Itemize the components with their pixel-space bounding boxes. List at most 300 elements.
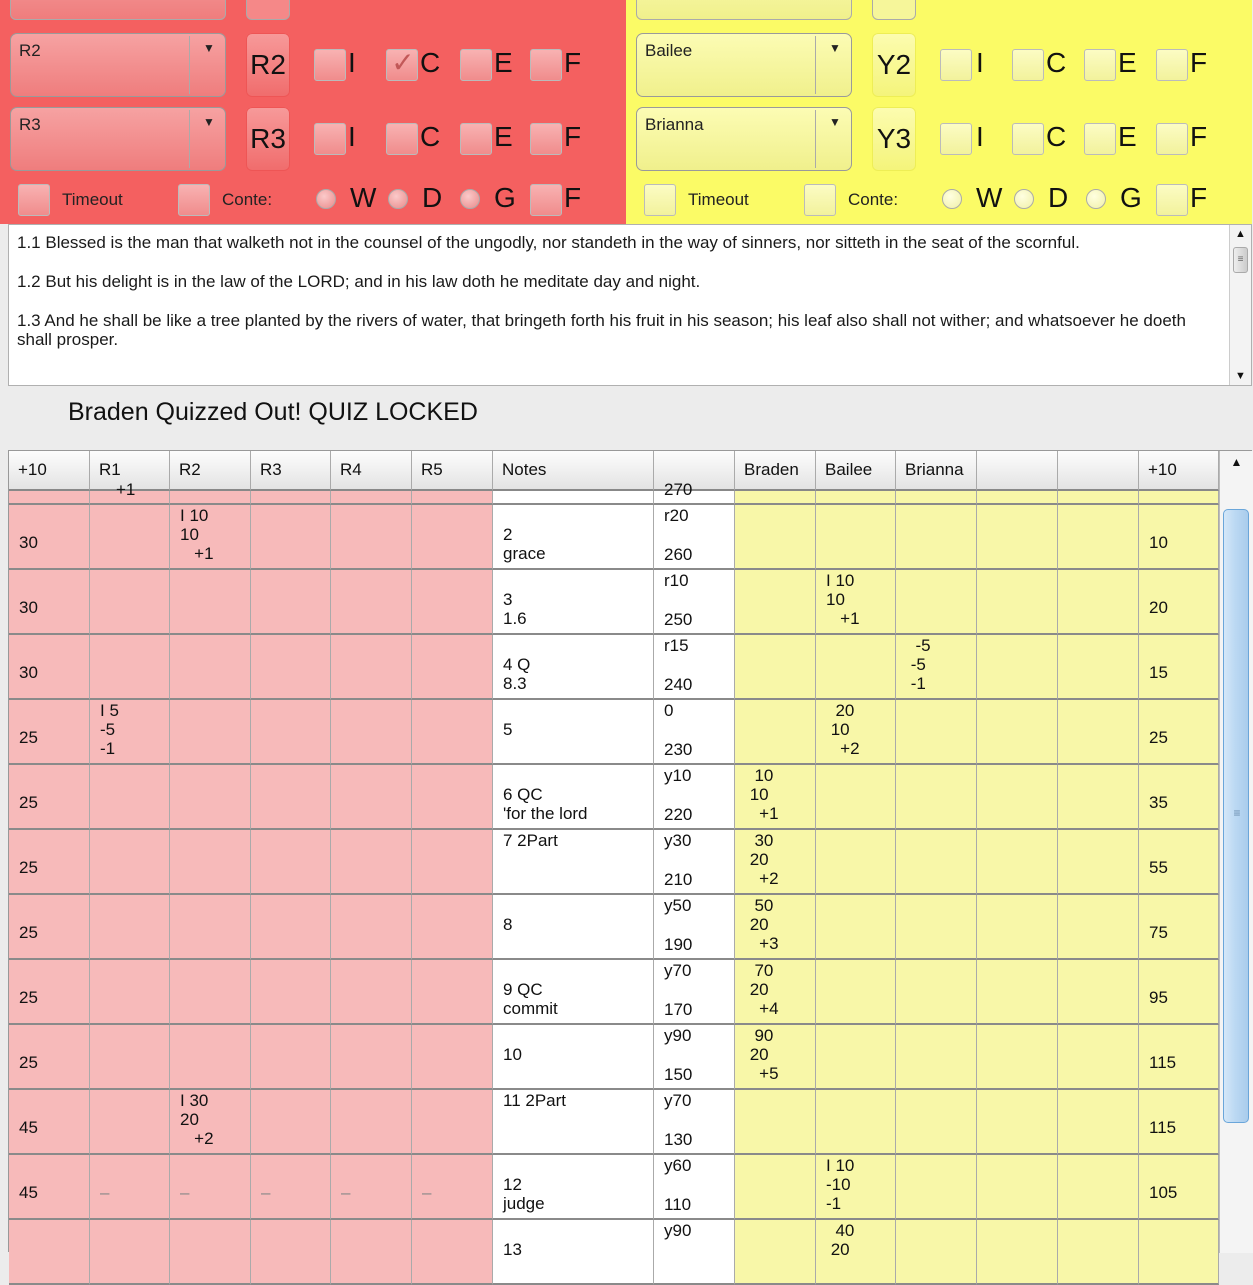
cell-red-total[interactable] [9,960,90,1025]
cell-notes[interactable] [493,570,654,635]
cell-score[interactable] [654,895,735,960]
note-line: 8.3 [503,674,527,693]
cell-red-total[interactable] [9,635,90,700]
y2-quizzer-select[interactable] [636,33,852,97]
chevron-down-icon[interactable]: ▼ [829,115,841,129]
cell-score[interactable] [654,1220,735,1285]
note-line: 13 [503,1239,522,1259]
column-header-r3[interactable]: R3 [251,451,331,491]
scroll-up-icon[interactable]: ▲ [1235,228,1246,240]
r3-foul-checkbox[interactable] [530,123,562,155]
partial-cell-r4[interactable] [331,491,412,505]
running-score [654,1260,664,1280]
cell-r5[interactable] [412,765,493,830]
red-total-value: 25 [19,988,38,1007]
cell-score[interactable] [654,765,735,830]
partial-cell-yellow-total[interactable] [1139,491,1219,505]
partial-cell-notes[interactable] [493,491,654,505]
column-header-y5[interactable] [1058,451,1139,491]
cell-bailee[interactable] [816,830,896,895]
yellow-win-radio[interactable] [942,189,962,209]
cell-y5[interactable] [1058,1025,1139,1090]
cell-bailee[interactable] [816,505,896,570]
note-line [493,635,653,655]
cell-notes[interactable] [493,1155,654,1220]
score-change: y90 [664,1026,692,1045]
cell-r4[interactable] [331,635,412,700]
cell-score[interactable] [654,830,735,895]
cell-r5[interactable] [412,960,493,1025]
column-header-r5[interactable]: R5 [412,451,493,491]
cell-r4[interactable] [331,570,412,635]
cell-brianna[interactable] [896,1155,977,1220]
cell-brianna[interactable] [896,505,977,570]
cell-braden[interactable] [735,635,816,700]
cell-r4[interactable] [331,830,412,895]
cell-r3[interactable] [251,700,331,765]
r2-quizzer-select[interactable] [10,33,226,97]
red-team-panel [0,0,626,224]
cell-brianna[interactable] [896,1220,977,1285]
cell-yellow-total[interactable] [1139,505,1219,570]
score-detail-line [170,895,250,915]
cell-r1[interactable] [90,1220,170,1285]
note-line [493,765,653,785]
cell-r2[interactable] [170,505,251,570]
cell-r2[interactable] [170,1220,251,1285]
cell-r3[interactable] [251,895,331,960]
cell-red-total[interactable] [9,895,90,960]
cell-red-total[interactable] [9,765,90,830]
cell-braden[interactable] [735,1090,816,1155]
cell-braden[interactable] [735,570,816,635]
y3-foul-checkbox[interactable] [1156,123,1188,155]
partial-cell-braden[interactable] [735,491,816,505]
cell-y4[interactable] [977,505,1058,570]
chevron-down-icon[interactable]: ▼ [203,41,215,55]
cell-score[interactable] [654,960,735,1025]
cell-yellow-total[interactable] [1139,1090,1219,1155]
cell-r1[interactable] [90,1090,170,1155]
y3-error-checkbox[interactable] [1084,123,1116,155]
r3-error-checkbox[interactable] [460,123,492,155]
cell-r4[interactable] [331,960,412,1025]
cell-yellow-total[interactable] [1139,960,1219,1025]
scroll-down-icon[interactable]: ▼ [1235,370,1246,382]
cell-score[interactable] [654,1025,735,1090]
cell-brianna[interactable] [896,1090,977,1155]
cell-notes[interactable] [493,1090,654,1155]
cell-y5[interactable] [1058,1090,1139,1155]
r3-interrupt-checkbox[interactable] [314,123,346,155]
column-header-yellow-total[interactable]: +10 [1139,451,1219,491]
cell-red-total[interactable] [9,1025,90,1090]
cell-red-total[interactable] [9,1155,90,1220]
cell-notes[interactable] [493,1220,654,1285]
yellow-total-value: 15 [1149,663,1168,682]
cell-bailee[interactable] [816,960,896,1025]
partial-cell-brianna[interactable] [896,491,977,505]
note-line [493,570,653,590]
cell-y4[interactable] [977,700,1058,765]
cell-r3[interactable] [251,1155,331,1220]
cell-y5[interactable] [1058,765,1139,830]
running-score: 240 [664,675,693,694]
cell-bailee[interactable] [816,895,896,960]
r2-correct-checkbox[interactable] [386,49,418,81]
cell-yellow-total[interactable] [1139,895,1219,960]
cell-r3[interactable] [251,570,331,635]
cell-r3[interactable] [251,505,331,570]
cell-r5[interactable] [412,505,493,570]
cell-yellow-total[interactable] [1139,1220,1219,1285]
cell-bailee[interactable] [816,1090,896,1155]
r1-seat-button-stub[interactable] [246,0,290,20]
cell-r5[interactable] [412,1025,493,1090]
partial-cell-r1[interactable] [90,480,170,505]
cell-r3[interactable] [251,635,331,700]
r3-correct-checkbox[interactable] [386,123,418,155]
cell-r1[interactable] [90,570,170,635]
red-team-foul-checkbox[interactable] [530,184,562,216]
cell-r1[interactable] [90,1155,170,1220]
cell-r4[interactable] [331,1220,412,1285]
y1-combo-stub[interactable] [636,0,852,20]
column-header-r1[interactable]: R1 [90,451,170,491]
yellow-team-controls [626,180,1252,220]
cell-bailee[interactable] [816,635,896,700]
cell-y4[interactable] [977,830,1058,895]
cell-r1[interactable] [90,505,170,570]
cell-r4[interactable] [331,895,412,960]
cell-y5[interactable] [1058,830,1139,895]
cell-score[interactable] [654,505,735,570]
y3-interrupt-checkbox[interactable] [940,123,972,155]
red-g-radio[interactable] [460,189,480,209]
cell-yellow-total[interactable] [1139,1025,1219,1090]
running-score: 190 [664,935,693,954]
column-header-y4[interactable] [977,451,1058,491]
cell-yellow-total[interactable] [1139,765,1219,830]
score-detail-line [1058,895,1138,915]
cell-r5[interactable] [412,895,493,960]
g-label: G [494,182,516,213]
y2-seat-button[interactable]: Y2 [872,33,916,97]
partial-cell-y5[interactable] [1058,491,1139,505]
cell-r2[interactable] [170,635,251,700]
table-row [9,635,1219,700]
cell-r3[interactable] [251,960,331,1025]
cell-brianna[interactable] [896,895,977,960]
score-detail-line [977,830,1057,850]
cell-r4[interactable] [331,1155,412,1220]
cell-notes[interactable] [493,505,654,570]
y2-foul-checkbox[interactable] [1156,49,1188,81]
cell-r5[interactable] [412,830,493,895]
cell-r1[interactable] [90,830,170,895]
cell-r3[interactable] [251,1220,331,1285]
cell-r2[interactable] [170,700,251,765]
note-line [493,1025,653,1045]
chevron-down-icon[interactable]: ▼ [829,41,841,55]
cell-red-total[interactable] [9,570,90,635]
partial-cell-r3[interactable] [251,491,331,505]
cell-r5[interactable] [412,1220,493,1285]
cell-bailee[interactable] [816,570,896,635]
cell-score[interactable] [654,635,735,700]
cell-brianna[interactable] [896,830,977,895]
partial-cell-r2[interactable] [170,491,251,505]
score-detail-line [1058,635,1138,655]
cell-notes[interactable] [493,765,654,830]
cell-yellow-total[interactable] [1139,635,1219,700]
y3-quizzer-select[interactable] [636,107,852,171]
cell-red-total[interactable] [9,830,90,895]
cell-red-total[interactable] [9,505,90,570]
cell-y5[interactable] [1058,505,1139,570]
yellow-total-value: 115 [1149,1053,1177,1072]
r1-combo-stub[interactable] [10,0,226,20]
cell-score[interactable] [654,1090,735,1155]
grid-scroll-thumb[interactable] [1223,509,1249,1123]
yellow-contest-checkbox[interactable] [804,184,836,216]
cell-y5[interactable] [1058,570,1139,635]
cell-r2[interactable] [170,895,251,960]
grid-scrollbar[interactable] [1219,451,1253,1253]
cell-notes[interactable] [493,830,654,895]
score-detail-line [896,1090,976,1110]
score-detail-line [816,830,895,850]
cell-bailee[interactable] [816,765,896,830]
cell-brianna[interactable] [896,570,977,635]
cell-braden[interactable] [735,1025,816,1090]
cell-y5[interactable] [1058,1220,1139,1285]
cell-r1[interactable] [90,635,170,700]
score-detail-line [735,700,815,720]
r3-quizzer-select[interactable] [10,107,226,171]
error-label: E [1118,121,1137,152]
score-detail-line [90,830,169,850]
cell-braden[interactable] [735,960,816,1025]
cell-r4[interactable] [331,1090,412,1155]
cell-braden[interactable] [735,505,816,570]
r2-foul-checkbox[interactable] [530,49,562,81]
y3-correct-checkbox[interactable] [1012,123,1044,155]
cell-brianna[interactable] [896,960,977,1025]
score-detail-line [412,1220,492,1240]
score-detail-line: 90 [745,1026,774,1045]
column-header-notes[interactable]: Notes [493,451,654,491]
cell-r5[interactable] [412,570,493,635]
scroll-thumb[interactable]: ≡ [1233,247,1248,273]
cell-red-total[interactable] [9,700,90,765]
column-header-red-total[interactable]: +10 [9,451,90,491]
column-header-r4[interactable]: R4 [331,451,412,491]
cell-braden[interactable] [735,1155,816,1220]
cell-red-total[interactable] [9,1220,90,1285]
cell-yellow-total[interactable] [1139,570,1219,635]
cell-score[interactable] [654,570,735,635]
cell-y4[interactable] [977,635,1058,700]
cell-notes[interactable] [493,700,654,765]
score-detail-line [412,895,492,915]
cell-y4[interactable] [977,1155,1058,1220]
cell-braden[interactable] [735,765,816,830]
cell-bailee[interactable] [816,700,896,765]
cell-y4[interactable] [977,1090,1058,1155]
cell-r4[interactable] [331,1025,412,1090]
score-detail-line: 10 [826,719,850,739]
red-draw-radio[interactable] [388,189,408,209]
cell-y5[interactable] [1058,1155,1139,1220]
score-detail-line [331,570,411,590]
r2-seat-button[interactable]: R2 [246,33,290,97]
red-timeout-checkbox[interactable] [18,184,50,216]
cell-r2[interactable] [170,960,251,1025]
column-header-brianna[interactable]: Brianna [896,451,977,491]
cell-y4[interactable] [977,1220,1058,1285]
cell-braden[interactable] [735,1220,816,1285]
partial-cell-score[interactable] [654,480,735,505]
verse-text-area[interactable] [8,224,1252,386]
cell-yellow-total[interactable] [1139,700,1219,765]
y2-correct-checkbox[interactable] [1012,49,1044,81]
cell-r2[interactable] [170,570,251,635]
cell-bailee[interactable] [816,1220,896,1285]
cell-braden[interactable] [735,830,816,895]
note-line: 8 [503,914,513,934]
r2-interrupt-checkbox[interactable] [314,49,346,81]
error-label: E [494,121,513,152]
cell-y5[interactable] [1058,700,1139,765]
cell-r1[interactable] [90,765,170,830]
cell-r5[interactable] [412,1090,493,1155]
cell-r2[interactable] [170,1155,251,1220]
chevron-down-icon[interactable]: ▼ [203,115,215,129]
table-row [9,505,1219,570]
cell-y4[interactable] [977,960,1058,1025]
y2-interrupt-checkbox[interactable] [940,49,972,81]
cell-y4[interactable] [977,765,1058,830]
yellow-g-radio[interactable] [1086,189,1106,209]
cell-y5[interactable] [1058,960,1139,1025]
score-detail-line: 30 [745,831,774,850]
partial-cell-r5[interactable] [412,491,493,505]
cell-r2[interactable] [170,1025,251,1090]
column-header-r2[interactable]: R2 [170,451,251,491]
y1-seat-button-stub[interactable] [872,0,916,20]
cell-r4[interactable] [331,505,412,570]
cell-r3[interactable] [251,1025,331,1090]
cell-red-total[interactable] [9,1090,90,1155]
y2-error-checkbox[interactable] [1084,49,1116,81]
r2-error-checkbox[interactable] [460,49,492,81]
score-detail-line [896,700,976,720]
cell-yellow-total[interactable] [1139,830,1219,895]
g-label: G [1120,182,1142,213]
cell-r5[interactable] [412,635,493,700]
scroll-up-icon[interactable]: ▲ [1230,455,1243,469]
red-team-controls [0,180,626,220]
column-header-braden[interactable]: Braden [735,451,816,491]
cell-y4[interactable] [977,1025,1058,1090]
score-detail-line: +5 [745,1064,779,1083]
cell-notes[interactable] [493,1025,654,1090]
red-contest-checkbox[interactable] [178,184,210,216]
partial-cell-bailee[interactable] [816,491,896,505]
column-header-bailee[interactable]: Bailee [816,451,896,491]
verse-list [17,233,1222,369]
cell-r3[interactable] [251,830,331,895]
cell-r1[interactable] [90,700,170,765]
cell-r3[interactable] [251,765,331,830]
cell-r1[interactable] [90,960,170,1025]
partial-cell-red-total[interactable] [9,491,90,505]
correct-label: C [1046,47,1067,78]
cell-braden[interactable] [735,700,816,765]
cell-y4[interactable] [977,895,1058,960]
score-detail-line: 10 [180,524,199,544]
cell-r2[interactable] [170,765,251,830]
score-detail-line [977,505,1057,525]
cell-brianna[interactable] [896,1025,977,1090]
cell-r1[interactable] [90,1025,170,1090]
partial-cell-y4[interactable] [977,491,1058,505]
cell-score[interactable] [654,700,735,765]
cell-r4[interactable] [331,700,412,765]
cell-r3[interactable] [251,1090,331,1155]
cell-bailee[interactable] [816,1025,896,1090]
yellow-timeout-checkbox[interactable] [644,184,676,216]
table-row [9,1090,1219,1155]
win-label: W [976,182,1003,213]
r3-seat-button[interactable]: R3 [246,107,290,171]
score-detail-line [1058,765,1138,785]
cell-r5[interactable] [412,700,493,765]
cell-bailee[interactable] [816,1155,896,1220]
yellow-draw-radio[interactable] [1014,189,1034,209]
r2-combo-value: R2 [19,41,41,60]
cell-r2[interactable] [170,830,251,895]
cell-y5[interactable] [1058,635,1139,700]
cell-brianna[interactable] [896,700,977,765]
cell-brianna[interactable] [896,635,977,700]
cell-braden[interactable] [735,895,816,960]
red-total-value: 30 [19,598,38,617]
error-label: E [494,47,513,78]
cell-score[interactable] [654,1155,735,1220]
cell-y5[interactable] [1058,895,1139,960]
red-win-radio[interactable] [316,189,336,209]
verse-scrollbar[interactable] [1229,225,1251,385]
cell-notes[interactable] [493,635,654,700]
cell-y4[interactable] [977,570,1058,635]
cell-brianna[interactable] [896,765,977,830]
yellow-team-foul-checkbox[interactable] [1156,184,1188,216]
cell-yellow-total[interactable] [1139,1155,1219,1220]
cell-r2[interactable] [170,1090,251,1155]
y3-seat-button[interactable]: Y3 [872,107,916,171]
cell-r4[interactable] [331,765,412,830]
cell-notes[interactable] [493,895,654,960]
y3-combo-value: Brianna [645,115,704,134]
cell-r5[interactable] [412,1155,493,1220]
score-detail-line [1058,1155,1138,1175]
score-detail-line [735,1155,815,1175]
score-detail-line [896,765,976,785]
cell-notes[interactable] [493,960,654,1025]
cell-r1[interactable] [90,895,170,960]
